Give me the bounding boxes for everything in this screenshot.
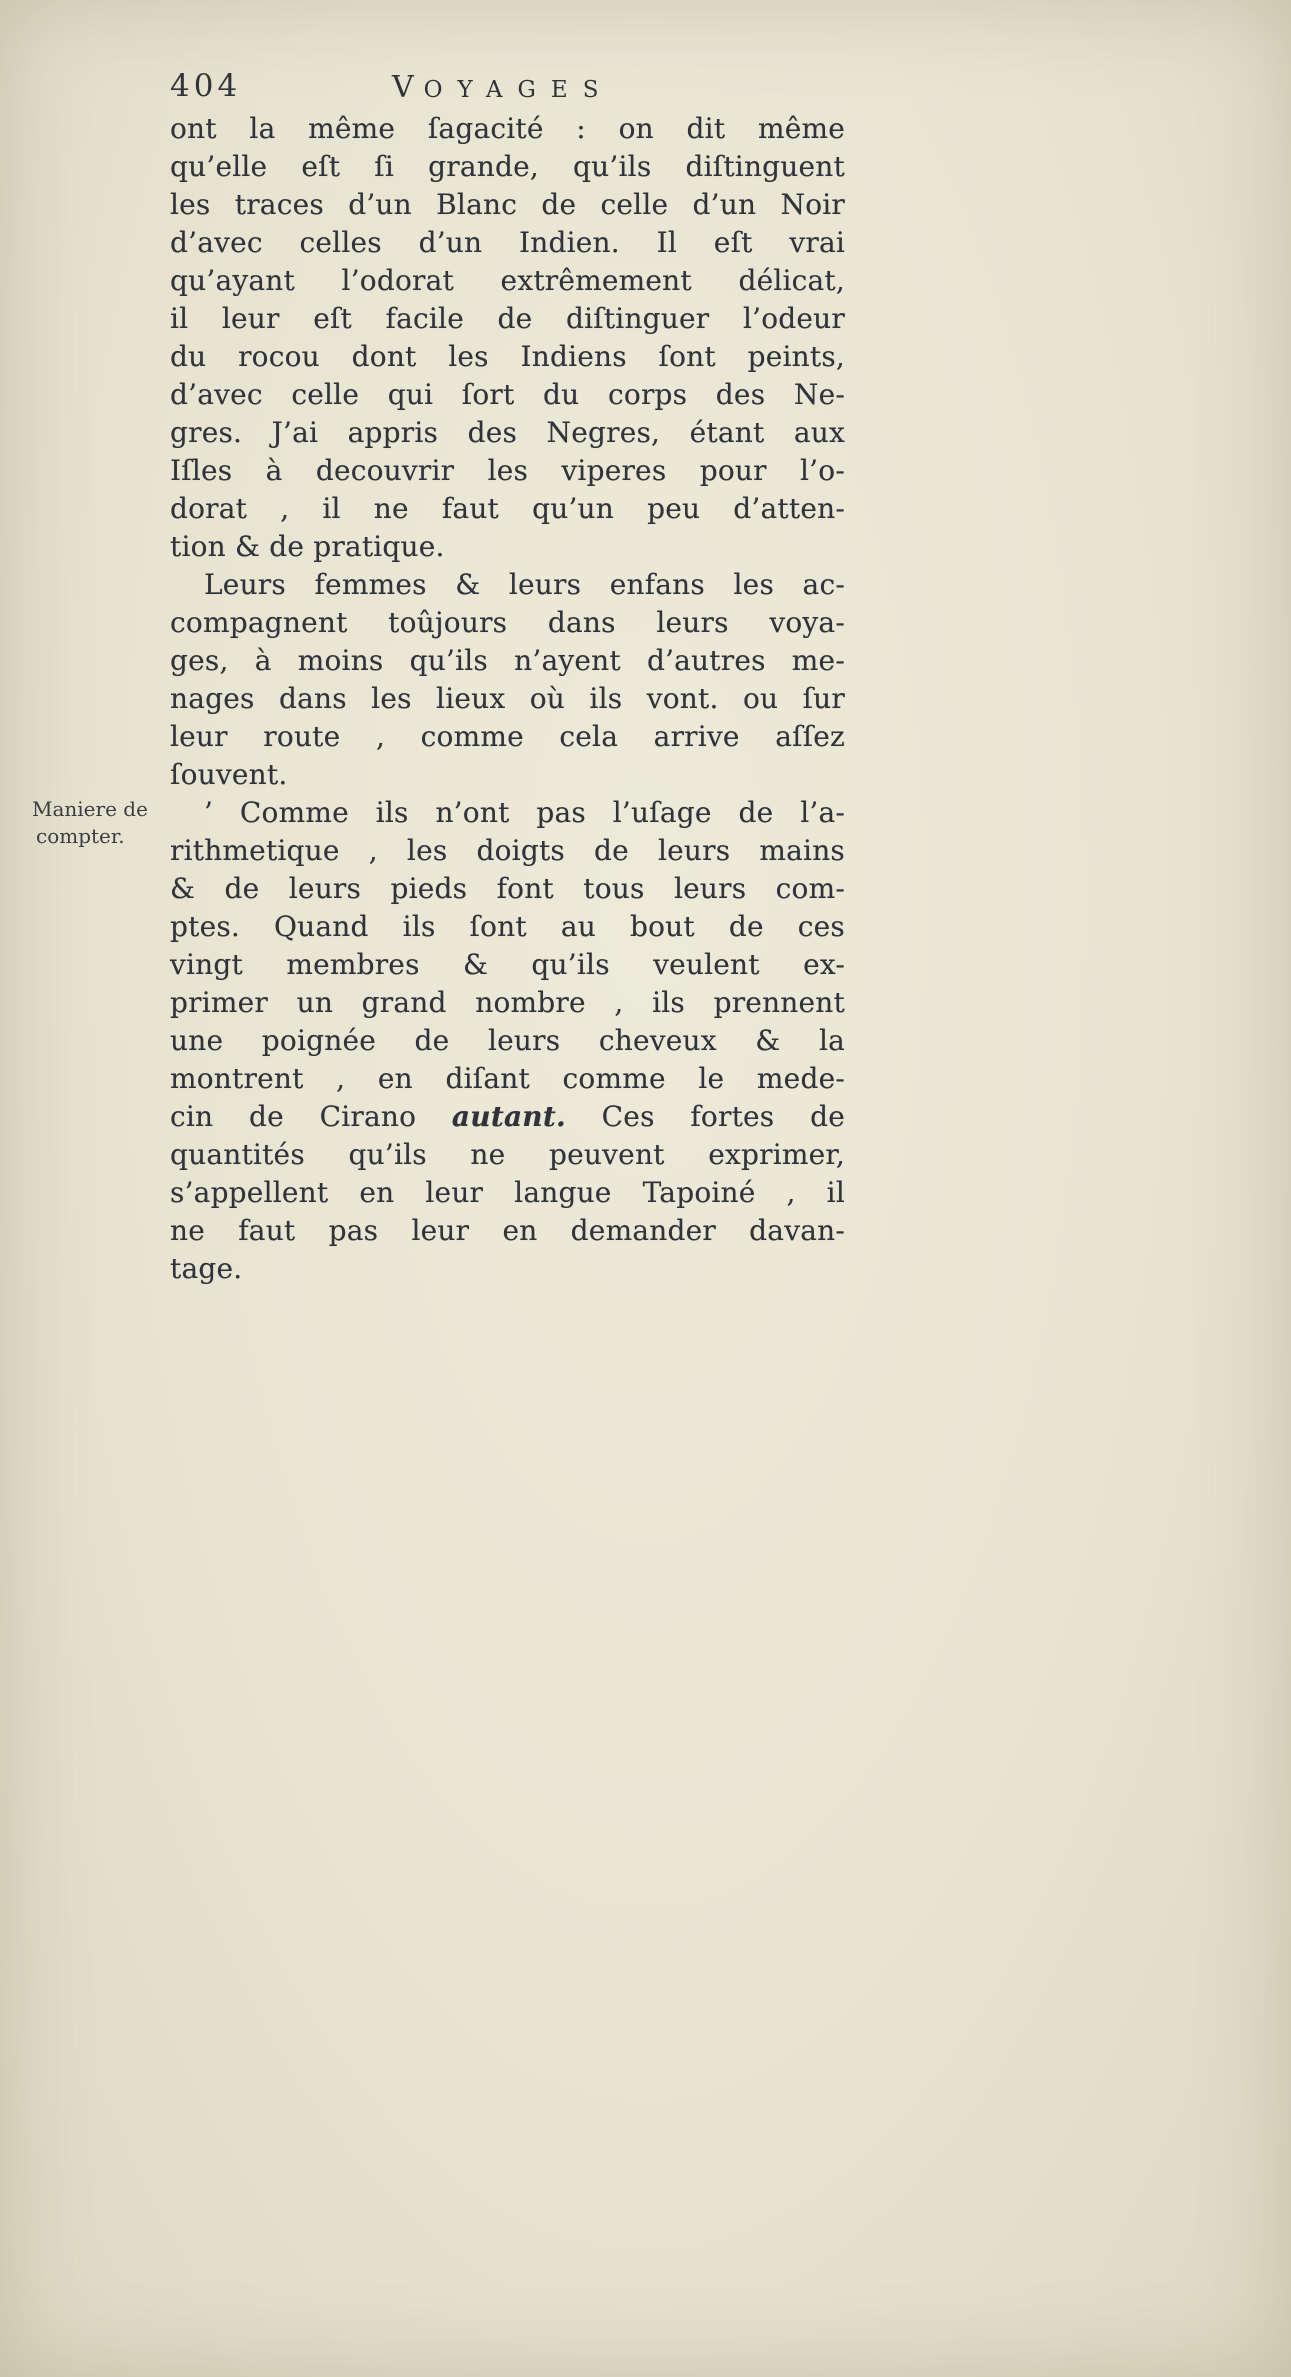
text-line [170,1212,845,1250]
text-line [170,528,845,566]
text-segment: une poignée de leurs cheveux & la [170,1024,845,1057]
text-line [170,946,845,984]
text-line [170,642,845,680]
text-segment: ſouvent. [170,758,288,791]
text-segment: s’appellent en leur langue Tapoiné , il [170,1176,845,1209]
text-segment: les traces d’un Blanc de celle d’un Noir [170,188,845,221]
text-segment: nages dans les lieux où ils vont. ou ſur [170,682,845,715]
text-line [170,604,845,642]
text-line [170,984,845,1022]
text-segment: ges, à moins qu’ils n’ayent d’autres me- [170,644,845,677]
text-line [170,148,845,186]
text-line [170,414,845,452]
text-line [170,756,845,794]
text-segment: ne faut pas leur en demander davan- [170,1214,845,1247]
running-title-rest: OYAGES [423,77,614,103]
text-segment: & de leurs pieds font tous leurs com- [170,872,845,905]
text-line [170,452,845,490]
text-segment: dorat , il ne faut qu’un peu d’atten- [170,492,845,525]
text-line [170,376,845,414]
text-line [170,262,845,300]
text-line [170,1136,845,1174]
text-segment: gres. J’ai appris des Negres, étant aux [170,416,845,449]
text-segment: cin de Cirano [170,1100,452,1133]
text-segment: qu’ayant l’odorat extrêmement délicat, [170,264,845,297]
text-line [170,680,845,718]
text-line [170,490,845,528]
text-segment: du rocou dont les Indiens ſont peints, [170,340,845,373]
running-title [392,70,613,105]
text-line [170,718,845,756]
text-segment: qu’elle eſt ſi grande, qu’ils diſtinguent [170,150,845,183]
text-segment: ptes. Quand ils ſont au bout de ces [170,910,845,943]
page-header [170,68,845,110]
italic-text-segment: autant. [451,1100,566,1133]
text-segment: il leur eſt facile de diſtinguer l’odeur [170,302,845,335]
text-line [170,832,845,870]
text-segment: vingt membres & qu’ils veulent ex- [170,948,845,981]
margin-note-line: Maniere de [32,797,148,821]
margin-note [32,796,167,850]
text-line [170,110,845,148]
text-segment: compagnent toûjours dans leurs voya- [170,606,845,639]
text-line [170,1098,845,1136]
text-segment: Ces fortes de [565,1100,845,1133]
text-segment: Leurs femmes & leurs enfans les ac- [204,568,845,601]
text-line [170,1174,845,1212]
text-segment: ont la même ſagacité : on dit même [170,112,845,145]
page-number: 404 [170,68,242,104]
text-line [170,794,845,832]
text-line [170,300,845,338]
body-text [170,110,845,1288]
text-segment: d’avec celle qui ſort du corps des Ne- [170,378,845,411]
text-segment: montrent , en diſant comme le mede- [170,1062,845,1095]
running-title-initial: V [392,70,424,105]
text-line [170,1060,845,1098]
text-line [170,338,845,376]
text-segment: rithmetique , les doigts de leurs mains [170,834,845,867]
text-segment: tion & de pratique. [170,530,445,563]
text-segment: tage. [170,1252,243,1285]
text-segment: ’ Comme ils n’ont pas l’uſage de l’a- [204,796,845,829]
text-segment: leur route , comme cela arrive aſſez [170,720,845,753]
text-line [170,1250,845,1288]
text-segment: primer un grand nombre , ils prennent [170,986,845,1019]
text-line [170,1022,845,1060]
text-segment: Iſles à decouvrir les viperes pour l’o- [170,454,845,487]
text-segment: d’avec celles d’un Indien. Il eſt vrai [170,226,845,259]
text-line [170,224,845,262]
text-line [170,186,845,224]
text-segment: quantités qu’ils ne peuvent exprimer, [170,1138,845,1171]
margin-note-line: compter. [36,824,125,848]
text-line [170,908,845,946]
text-line [170,870,845,908]
text-line [170,566,845,604]
